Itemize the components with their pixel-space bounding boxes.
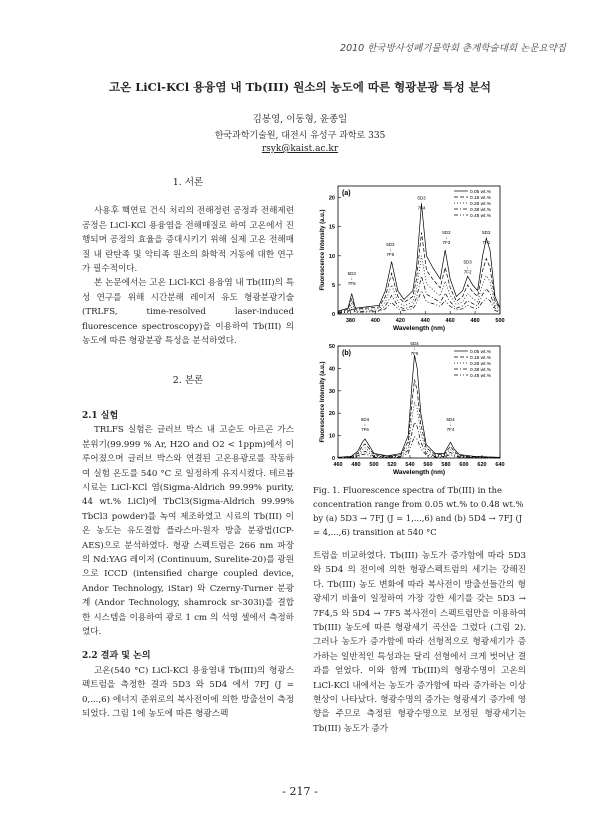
panel-label: (a) <box>342 190 351 197</box>
section-body-heading: 2. 본론 <box>172 375 204 387</box>
results-heading: 2.2 결과 및 논의 <box>82 651 151 662</box>
transition-arrow: ↓ <box>420 200 423 206</box>
series-line <box>338 256 500 312</box>
transition-annotation: 7F3 <box>442 240 451 246</box>
transition-annotation: 5D4 <box>446 417 455 423</box>
transition-annotation: 5D4 <box>360 417 370 423</box>
series-line <box>338 291 500 313</box>
series-line <box>338 437 500 458</box>
intro-paragraph-2: 본 논문에서는 고온 LiCl-KCl 용융염 내 Tb(III)의 특성 연구를 위해 시간분해 레이저 유도 형광분광기술(TRLFS, time-resolved laser-induced fluorescence spectroscopy)을 이용하여 Tb(III) 의 농도에 따른 형광분광 특성을 분석하였다. <box>82 278 294 347</box>
transition-annotation: 7F2 <box>463 269 472 275</box>
transition-annotation: 7F6 <box>361 427 369 433</box>
x-tick-label: 560 <box>423 462 433 468</box>
transition-arrow: ↓ <box>449 422 452 428</box>
x-tick-label: 540 <box>405 462 415 468</box>
legend-label: 0.15 wt.% <box>470 196 492 201</box>
results-paragraph: 고온(540 °C) LiCl-KCl 용융염내 Tb(III)의 형광스펙트럼을 측정한 결과 5D3 와 5D4 에서 7FJ (J = 0,...,6) 에너지 준위로의 복사전이에 의한 방출선이 측정되었다. 그림 1에 농도에 따른 형광스펙 <box>82 665 294 719</box>
x-tick-label: 520 <box>387 462 397 468</box>
legend-label: 0.25 wt.% <box>470 202 492 207</box>
email-link[interactable]: rsyk@kaist.ac.kr <box>261 144 339 154</box>
y-tick-label: 10 <box>328 253 335 260</box>
transition-annotation: 5D3 <box>463 259 472 265</box>
series-line <box>338 233 500 312</box>
legend-label: 0.38 wt.% <box>470 208 492 213</box>
legend-label: 0.05 wt.% <box>470 350 492 355</box>
chart-panel-b <box>310 340 510 480</box>
transition-annotation: 7F6 <box>347 280 356 286</box>
intro-paragraph-1: 사용후 핵연료 건식 처리의 전해정련 공정과 전해제련 공정은 LiCl-KCl 용융염을 전해매질로 하여 고온에서 진행되며 공정의 효율을 증대시키기 위해 실제 고온 전해매질 내 란탄족 및 악티족 원소의 화학적 거동에 대한 연구가 필수적이다. <box>82 206 294 275</box>
transition-arrow: ↓ <box>413 345 416 351</box>
right-column-text: 트럼을 비교하였다. Tb(III) 농도가 증가함에 따라 5D3 와 5D4 의 전이에 의한 형광스펙트럼의 세기는 강해진다. Tb(III) 농도 변화에 따라 복사전이 방출선들간의 형광세기 비율이 일정하여 가장 강한 세기를 갖는 5D3 → 7F4,5 와 5D4 → 7F5 복사전이 스펙트럼만을 이용하여 Tb(III) 농도에 따른 형광세기 곡선을 그렸다 (그림 2). 그러나 농도가 증가함에 따라 선형적으로 형광세기가 증가하는 일반적인 특성과는 달리 선형에서 크게 벗어난 결과를 얻었다. 이와 함께 Tb(III)의 형광수명이 고온의 LiCl-KCl 내에서는 농도가 증가함에 따라 증가하는 이상 현상이 나타났다. 형광수명의 증가는 형광세기 증가에 영향을 주므로 측정된 형광수명으로 보정된 형광세기는 Tb(III) 농도가 증가 <box>313 551 526 734</box>
transition-arrow: ↓ <box>363 422 367 428</box>
legend-label: 0.48 wt.% <box>470 374 492 379</box>
x-tick-label: 600 <box>459 462 469 468</box>
x-tick-label: 460 <box>333 462 343 468</box>
y-tick-label: 20 <box>328 195 335 202</box>
transition-annotation: 5D3 <box>482 230 491 236</box>
transition-annotation: 5D4 <box>410 340 419 346</box>
x-tick-label: 440 <box>420 318 430 324</box>
chart-panel-a <box>310 178 510 344</box>
x-tick-label: 620 <box>477 462 487 468</box>
x-tick-label: 420 <box>395 318 405 324</box>
transition-annotation: 7F4 <box>417 205 426 211</box>
figure-caption: Fig. 1. Fluorescence spectra of Tb(III) in the concentration range from 0.05 wt.% to 0.48 wt.% by (a) 5D3 → 7FJ (J = 1,...,6) and (b) 5D4 → 7FJ (J = 4,...,6) transition at 540 °C <box>313 485 524 537</box>
transition-annotation: 7F1 <box>482 240 491 246</box>
x-tick-label: 500 <box>369 462 379 468</box>
transition-annotation: 5D3 <box>417 195 426 201</box>
paper-title: 고온 LiCl-KCl 용융염 내 Tb(III) 원소의 농도에 따른 형광분광 특성 분석 <box>108 80 491 94</box>
y-tick-label: 20 <box>328 411 335 418</box>
section-intro-heading: 1. 서론 <box>172 177 204 188</box>
y-tick-label: 0 <box>331 456 335 462</box>
x-tick-label: 480 <box>351 462 361 468</box>
transition-arrow: ↓ <box>350 275 353 281</box>
transition-arrow: ↓ <box>466 264 469 270</box>
affiliation: 한국과학기술원, 대전시 유성구 과학로 335 <box>214 131 386 141</box>
transition-annotation: 5D3 <box>347 270 356 276</box>
legend-label: 0.05 wt.% <box>470 190 492 195</box>
legend-label: 0.25 wt.% <box>470 362 492 367</box>
conference-header: 2010 한국방사성폐기물학회 춘계학술대회 논문요약집 <box>340 43 566 54</box>
legend-label: 0.15 wt.% <box>470 356 492 361</box>
transition-arrow: ↓ <box>389 246 392 252</box>
x-tick-label: 480 <box>470 318 480 324</box>
transition-annotation: 5D3 <box>442 230 451 236</box>
page-number: - 217 - <box>282 785 318 798</box>
y-axis-label: Fluorescence Intensity (a.u.) <box>320 209 326 291</box>
y-tick-label: 0 <box>331 312 335 318</box>
transition-arrow: ↓ <box>445 235 448 241</box>
transition-annotation: 7F5 <box>386 251 395 257</box>
y-tick-label: 15 <box>328 224 335 231</box>
legend-label: 0.48 wt.% <box>470 214 492 219</box>
transition-arrow: ↓ <box>485 235 488 241</box>
transition-annotation: 5D3 <box>386 241 395 247</box>
x-tick-label: 580 <box>441 462 451 468</box>
x-tick-label: 380 <box>345 318 356 324</box>
x-axis-label: Wavelength (nm) <box>392 469 446 476</box>
y-tick-label: 10 <box>328 433 335 440</box>
x-tick-label: 400 <box>370 318 380 324</box>
y-tick-label: 5 <box>331 282 335 289</box>
transition-annotation: 7F5 <box>410 350 419 356</box>
x-tick-label: 500 <box>495 318 505 324</box>
transition-annotation: 7F4 <box>446 427 455 433</box>
panel-label: (b) <box>342 350 351 357</box>
y-axis-label: Fluorescence Intensity (a.u.) <box>320 361 326 443</box>
experiment-paragraph: TRLFS 실험은 글러브 박스 내 고순도 아르곤 가스 분위기(99.999 % Ar, H2O and O2 < 1ppm)에서 이루어졌으며 글러브 박스와 연결된 고온용광로를 작동하여 실험 온도를 540 °C 로 일정하게 유지시켰다. 테르븀 시료는 LiCl-KCl 염(Sigma-Aldrich 99.99% purity, 44 wt.% LiCl)에 TbCl3(Sigma-Aldrich 99.99% TbCl3 powder)를 녹여 제조하였고 시료의 Tb(III) 이온 농도는 유도결합 플라스마-원자 방출 분광법(ICP-AES)으로 분석하였다. 형광 스펙트럼은 266 nm 파장의 Nd:YAG 레이저 (Continuum, Surelite-20)를 광원으로 ICCD (intensified charge coupled device, Andor Technology, iStar) 와 Czerny-Turner 분광계 (Andor Technology, shamrock sr-303i)를 결합한 시스템을 이용하여 광로 1 cm 의 석영 셀에서 측정하였다. <box>82 425 294 637</box>
experiment-heading: 2.1 실험 <box>82 410 119 421</box>
legend-label: 0.38 wt.% <box>470 368 492 373</box>
y-tick-label: 40 <box>328 366 335 373</box>
y-tick-label: 50 <box>328 344 335 350</box>
x-axis-label: Wavelength (nm) <box>392 325 446 332</box>
y-tick-label: 30 <box>328 388 335 395</box>
authors: 김봉영, 이동형, 윤종일 <box>252 114 348 125</box>
left-column <box>82 176 294 721</box>
x-tick-label: 460 <box>445 318 455 324</box>
x-tick-label: 640 <box>495 462 505 468</box>
